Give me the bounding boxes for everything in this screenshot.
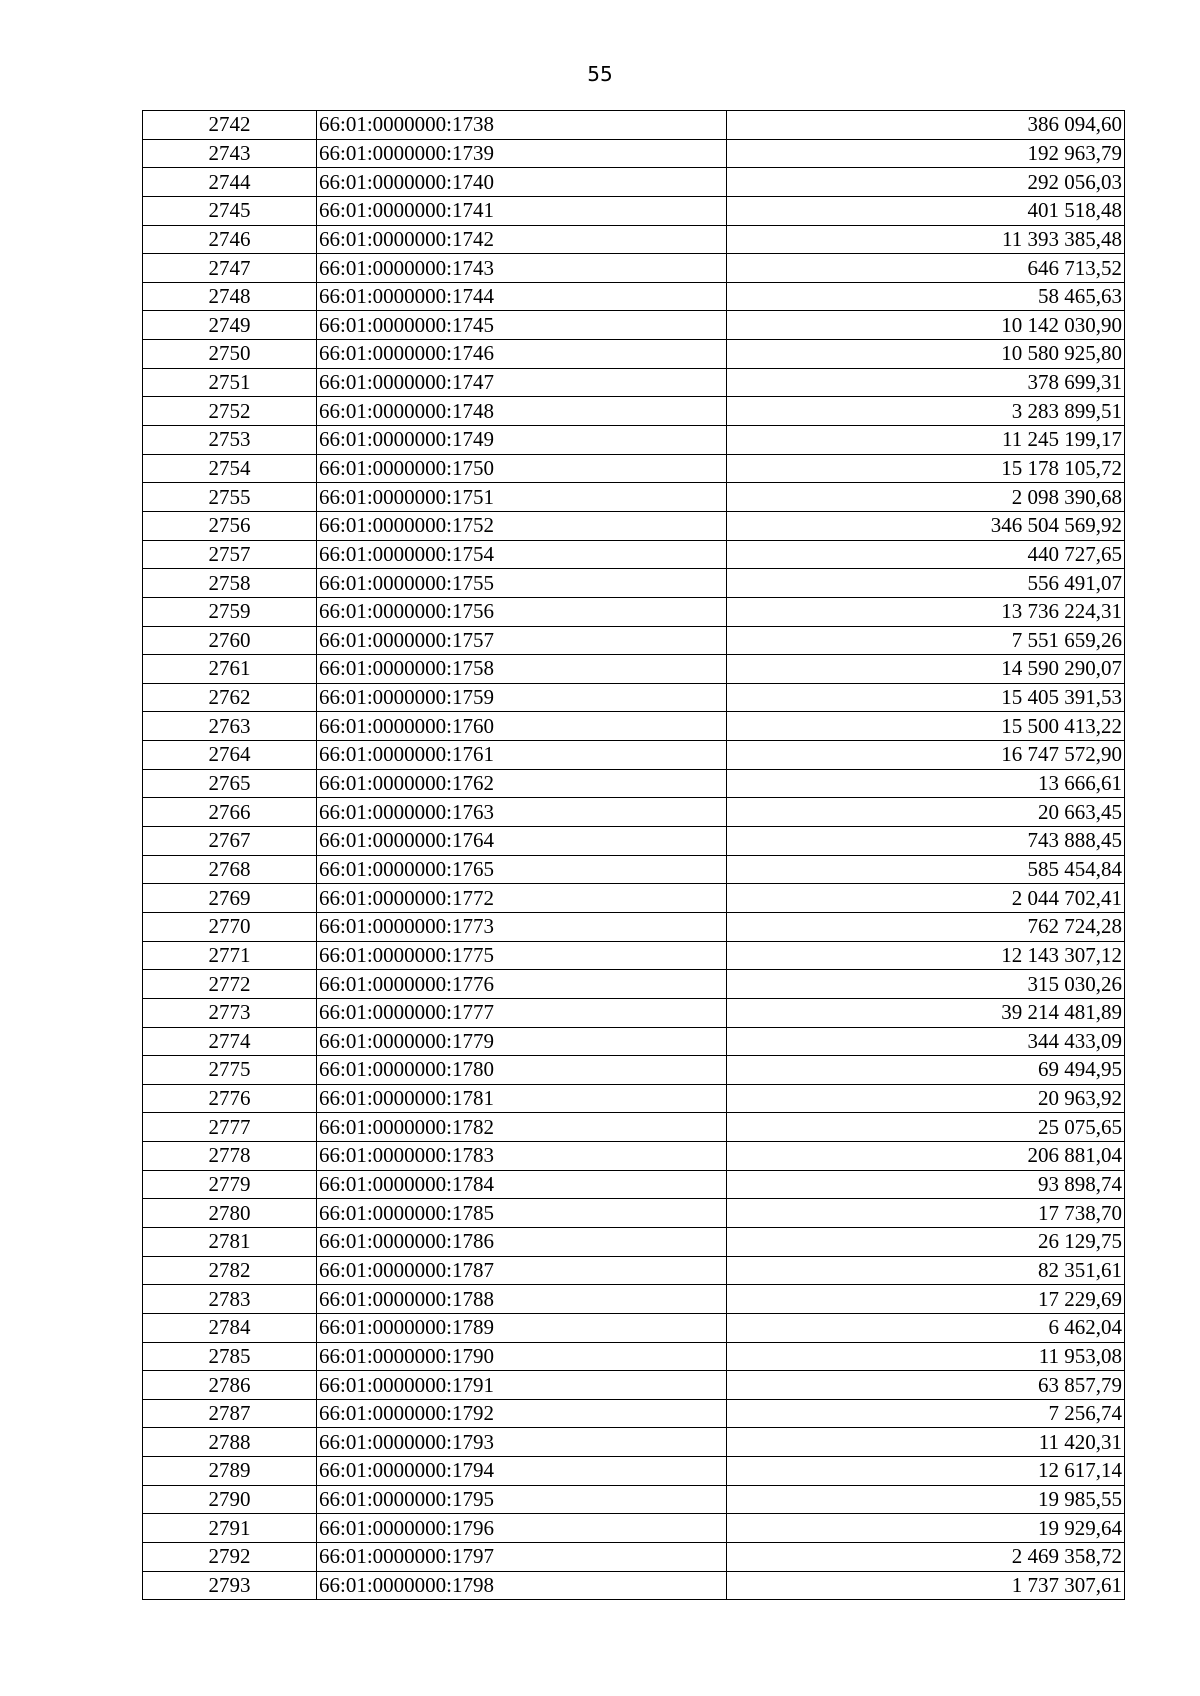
cadastral-number-cell: 66:01:0000000:1789 (317, 1313, 727, 1342)
table-row (143, 1199, 1125, 1228)
cadastral-number-cell: 66:01:0000000:1763 (317, 798, 727, 827)
table-row (143, 597, 1125, 626)
table-row (143, 1170, 1125, 1199)
table-row (143, 1227, 1125, 1256)
row-number-cell: 2748 (143, 282, 317, 311)
table-row (143, 655, 1125, 684)
cadastral-value-cell: 440 727,65 (727, 540, 1125, 569)
cadastral-number-cell: 66:01:0000000:1745 (317, 311, 727, 340)
table-row (143, 741, 1125, 770)
row-number-cell: 2744 (143, 168, 317, 197)
table-row (143, 426, 1125, 455)
page-number: 55 (587, 62, 613, 86)
row-number-cell: 2764 (143, 741, 317, 770)
table-row (143, 1256, 1125, 1285)
table-row (143, 1571, 1125, 1600)
table-row (143, 1399, 1125, 1428)
table-row (143, 1371, 1125, 1400)
row-number-cell: 2761 (143, 655, 317, 684)
cadastral-value-cell: 378 699,31 (727, 368, 1125, 397)
row-number-cell: 2773 (143, 998, 317, 1027)
cadastral-value-cell: 15 405 391,53 (727, 683, 1125, 712)
table-row (143, 626, 1125, 655)
row-number-cell: 2777 (143, 1113, 317, 1142)
cadastral-value-cell: 19 929,64 (727, 1514, 1125, 1543)
cadastral-number-cell: 66:01:0000000:1798 (317, 1571, 727, 1600)
table-row (143, 111, 1125, 140)
cadastral-number-cell: 66:01:0000000:1779 (317, 1027, 727, 1056)
table-row (143, 511, 1125, 540)
row-number-cell: 2751 (143, 368, 317, 397)
cadastral-number-cell: 66:01:0000000:1758 (317, 655, 727, 684)
cadastral-value-cell: 20 963,92 (727, 1084, 1125, 1113)
cadastral-number-cell: 66:01:0000000:1764 (317, 827, 727, 856)
cadastral-number-cell: 66:01:0000000:1775 (317, 941, 727, 970)
cadastral-number-cell: 66:01:0000000:1787 (317, 1256, 727, 1285)
row-number-cell: 2775 (143, 1056, 317, 1085)
cadastral-value-cell: 39 214 481,89 (727, 998, 1125, 1027)
cadastral-number-cell: 66:01:0000000:1783 (317, 1142, 727, 1171)
cadastral-number-cell: 66:01:0000000:1748 (317, 397, 727, 426)
cadastral-number-cell: 66:01:0000000:1762 (317, 769, 727, 798)
row-number-cell: 2789 (143, 1457, 317, 1486)
cadastral-value-cell: 25 075,65 (727, 1113, 1125, 1142)
row-number-cell: 2787 (143, 1399, 317, 1428)
cadastral-number-cell: 66:01:0000000:1765 (317, 855, 727, 884)
cadastral-number-cell: 66:01:0000000:1740 (317, 168, 727, 197)
cadastral-number-cell: 66:01:0000000:1796 (317, 1514, 727, 1543)
cadastral-number-cell: 66:01:0000000:1777 (317, 998, 727, 1027)
row-number-cell: 2776 (143, 1084, 317, 1113)
cadastral-value-cell: 26 129,75 (727, 1227, 1125, 1256)
table-row (143, 540, 1125, 569)
row-number-cell: 2747 (143, 254, 317, 283)
row-number-cell: 2767 (143, 827, 317, 856)
row-number-cell: 2743 (143, 139, 317, 168)
cadastral-number-cell: 66:01:0000000:1785 (317, 1199, 727, 1228)
cadastral-value-cell: 20 663,45 (727, 798, 1125, 827)
row-number-cell: 2783 (143, 1285, 317, 1314)
cadastral-number-cell: 66:01:0000000:1747 (317, 368, 727, 397)
row-number-cell: 2779 (143, 1170, 317, 1199)
cadastral-number-cell: 66:01:0000000:1750 (317, 454, 727, 483)
cadastral-number-cell: 66:01:0000000:1793 (317, 1428, 727, 1457)
cadastral-value-cell: 16 747 572,90 (727, 741, 1125, 770)
table-row (143, 1457, 1125, 1486)
cadastral-value-cell: 58 465,63 (727, 282, 1125, 311)
row-number-cell: 2758 (143, 569, 317, 598)
cadastral-value-cell: 15 178 105,72 (727, 454, 1125, 483)
row-number-cell: 2780 (143, 1199, 317, 1228)
row-number-cell: 2793 (143, 1571, 317, 1600)
cadastral-value-cell: 585 454,84 (727, 855, 1125, 884)
cadastral-value-cell: 344 433,09 (727, 1027, 1125, 1056)
cadastral-number-cell: 66:01:0000000:1738 (317, 111, 727, 140)
cadastral-value-cell: 646 713,52 (727, 254, 1125, 283)
cadastral-number-cell: 66:01:0000000:1752 (317, 511, 727, 540)
row-number-cell: 2782 (143, 1256, 317, 1285)
cadastral-number-cell: 66:01:0000000:1792 (317, 1399, 727, 1428)
cadastral-value-cell: 17 738,70 (727, 1199, 1125, 1228)
row-number-cell: 2750 (143, 340, 317, 369)
cadastral-value-cell: 315 030,26 (727, 970, 1125, 999)
cadastral-value-cell: 82 351,61 (727, 1256, 1125, 1285)
cadastral-value-cell: 19 985,55 (727, 1485, 1125, 1514)
table-row (143, 855, 1125, 884)
cadastral-value-cell: 11 953,08 (727, 1342, 1125, 1371)
table-row (143, 569, 1125, 598)
row-number-cell: 2771 (143, 941, 317, 970)
row-number-cell: 2790 (143, 1485, 317, 1514)
row-number-cell: 2760 (143, 626, 317, 655)
cadastral-value-cell: 206 881,04 (727, 1142, 1125, 1171)
row-number-cell: 2784 (143, 1313, 317, 1342)
cadastral-value-cell: 7 256,74 (727, 1399, 1125, 1428)
table-row (143, 311, 1125, 340)
cadastral-number-cell: 66:01:0000000:1744 (317, 282, 727, 311)
cadastral-value-cell: 6 462,04 (727, 1313, 1125, 1342)
cadastral-number-cell: 66:01:0000000:1788 (317, 1285, 727, 1314)
cadastral-value-cell: 7 551 659,26 (727, 626, 1125, 655)
table-row (143, 769, 1125, 798)
row-number-cell: 2766 (143, 798, 317, 827)
cadastral-value-cell: 2 044 702,41 (727, 884, 1125, 913)
cadastral-value-cell: 12 617,14 (727, 1457, 1125, 1486)
row-number-cell: 2762 (143, 683, 317, 712)
cadastral-value-cell: 386 094,60 (727, 111, 1125, 140)
cadastral-number-cell: 66:01:0000000:1795 (317, 1485, 727, 1514)
row-number-cell: 2792 (143, 1543, 317, 1572)
cadastral-number-cell: 66:01:0000000:1794 (317, 1457, 727, 1486)
cadastral-value-cell: 11 420,31 (727, 1428, 1125, 1457)
table-row (143, 1285, 1125, 1314)
cadastral-number-cell: 66:01:0000000:1772 (317, 884, 727, 913)
cadastral-number-cell: 66:01:0000000:1786 (317, 1227, 727, 1256)
table-row (143, 884, 1125, 913)
cadastral-value-cell: 292 056,03 (727, 168, 1125, 197)
table-row (143, 168, 1125, 197)
cadastral-number-cell: 66:01:0000000:1773 (317, 912, 727, 941)
row-number-cell: 2763 (143, 712, 317, 741)
row-number-cell: 2755 (143, 483, 317, 512)
cadastral-number-cell: 66:01:0000000:1776 (317, 970, 727, 999)
row-number-cell: 2753 (143, 426, 317, 455)
row-number-cell: 2791 (143, 1514, 317, 1543)
table-row (143, 912, 1125, 941)
table-row (143, 1543, 1125, 1572)
cadastral-value-cell: 13 736 224,31 (727, 597, 1125, 626)
table-row (143, 1056, 1125, 1085)
cadastral-number-cell: 66:01:0000000:1781 (317, 1084, 727, 1113)
cadastral-value-cell: 11 393 385,48 (727, 225, 1125, 254)
table-row (143, 368, 1125, 397)
cadastral-value-cell: 69 494,95 (727, 1056, 1125, 1085)
cadastral-number-cell: 66:01:0000000:1754 (317, 540, 727, 569)
cadastral-number-cell: 66:01:0000000:1791 (317, 1371, 727, 1400)
cadastral-value-cell: 556 491,07 (727, 569, 1125, 598)
table-row (143, 225, 1125, 254)
row-number-cell: 2752 (143, 397, 317, 426)
table-row (143, 454, 1125, 483)
table-row (143, 998, 1125, 1027)
table-body (143, 111, 1125, 1600)
row-number-cell: 2754 (143, 454, 317, 483)
cadastral-number-cell: 66:01:0000000:1749 (317, 426, 727, 455)
table-row (143, 1084, 1125, 1113)
row-number-cell: 2742 (143, 111, 317, 140)
row-number-cell: 2769 (143, 884, 317, 913)
table-row (143, 1313, 1125, 1342)
cadastral-number-cell: 66:01:0000000:1761 (317, 741, 727, 770)
cadastral-value-cell: 10 580 925,80 (727, 340, 1125, 369)
table-row (143, 1514, 1125, 1543)
row-number-cell: 2770 (143, 912, 317, 941)
cadastral-number-cell: 66:01:0000000:1759 (317, 683, 727, 712)
cadastral-number-cell: 66:01:0000000:1739 (317, 139, 727, 168)
table-row (143, 798, 1125, 827)
cadastral-value-cell: 192 963,79 (727, 139, 1125, 168)
table-row (143, 1027, 1125, 1056)
table-row (143, 712, 1125, 741)
row-number-cell: 2778 (143, 1142, 317, 1171)
row-number-cell: 2745 (143, 196, 317, 225)
table-row (143, 1428, 1125, 1457)
cadastral-number-cell: 66:01:0000000:1743 (317, 254, 727, 283)
row-number-cell: 2781 (143, 1227, 317, 1256)
cadastral-value-cell: 346 504 569,92 (727, 511, 1125, 540)
cadastral-number-cell: 66:01:0000000:1746 (317, 340, 727, 369)
cadastral-number-cell: 66:01:0000000:1756 (317, 597, 727, 626)
cadastral-number-cell: 66:01:0000000:1742 (317, 225, 727, 254)
row-number-cell: 2765 (143, 769, 317, 798)
cadastral-value-cell: 743 888,45 (727, 827, 1125, 856)
cadastral-number-cell: 66:01:0000000:1797 (317, 1543, 727, 1572)
table-row (143, 970, 1125, 999)
cadastral-value-cell: 14 590 290,07 (727, 655, 1125, 684)
cadastral-value-cell: 2 469 358,72 (727, 1543, 1125, 1572)
cadastral-number-cell: 66:01:0000000:1782 (317, 1113, 727, 1142)
cadastral-value-table (142, 110, 1125, 1600)
table-row (143, 483, 1125, 512)
cadastral-value-cell: 1 737 307,61 (727, 1571, 1125, 1600)
table-row (143, 827, 1125, 856)
cadastral-number-cell: 66:01:0000000:1751 (317, 483, 727, 512)
table-row (143, 397, 1125, 426)
cadastral-value-cell: 93 898,74 (727, 1170, 1125, 1199)
cadastral-value-cell: 762 724,28 (727, 912, 1125, 941)
cadastral-number-cell: 66:01:0000000:1757 (317, 626, 727, 655)
table-row (143, 282, 1125, 311)
cadastral-value-cell: 10 142 030,90 (727, 311, 1125, 340)
cadastral-value-cell: 11 245 199,17 (727, 426, 1125, 455)
cadastral-number-cell: 66:01:0000000:1755 (317, 569, 727, 598)
cadastral-value-cell: 17 229,69 (727, 1285, 1125, 1314)
row-number-cell: 2768 (143, 855, 317, 884)
table-row (143, 254, 1125, 283)
table-row (143, 1342, 1125, 1371)
row-number-cell: 2759 (143, 597, 317, 626)
row-number-cell: 2788 (143, 1428, 317, 1457)
row-number-cell: 2774 (143, 1027, 317, 1056)
table-row (143, 340, 1125, 369)
cadastral-value-cell: 13 666,61 (727, 769, 1125, 798)
row-number-cell: 2756 (143, 511, 317, 540)
cadastral-value-cell: 12 143 307,12 (727, 941, 1125, 970)
cadastral-value-cell: 63 857,79 (727, 1371, 1125, 1400)
cadastral-number-cell: 66:01:0000000:1760 (317, 712, 727, 741)
table-row (143, 941, 1125, 970)
row-number-cell: 2785 (143, 1342, 317, 1371)
row-number-cell: 2749 (143, 311, 317, 340)
cadastral-number-cell: 66:01:0000000:1790 (317, 1342, 727, 1371)
cadastral-value-cell: 15 500 413,22 (727, 712, 1125, 741)
cadastral-number-cell: 66:01:0000000:1784 (317, 1170, 727, 1199)
cadastral-number-cell: 66:01:0000000:1780 (317, 1056, 727, 1085)
table-row (143, 1485, 1125, 1514)
row-number-cell: 2786 (143, 1371, 317, 1400)
cadastral-value-cell: 401 518,48 (727, 196, 1125, 225)
cadastral-value-cell: 2 098 390,68 (727, 483, 1125, 512)
row-number-cell: 2772 (143, 970, 317, 999)
table-row (143, 1113, 1125, 1142)
table-row (143, 683, 1125, 712)
table-row (143, 196, 1125, 225)
cadastral-number-cell: 66:01:0000000:1741 (317, 196, 727, 225)
row-number-cell: 2757 (143, 540, 317, 569)
cadastral-value-cell: 3 283 899,51 (727, 397, 1125, 426)
table-row (143, 1142, 1125, 1171)
row-number-cell: 2746 (143, 225, 317, 254)
table-row (143, 139, 1125, 168)
